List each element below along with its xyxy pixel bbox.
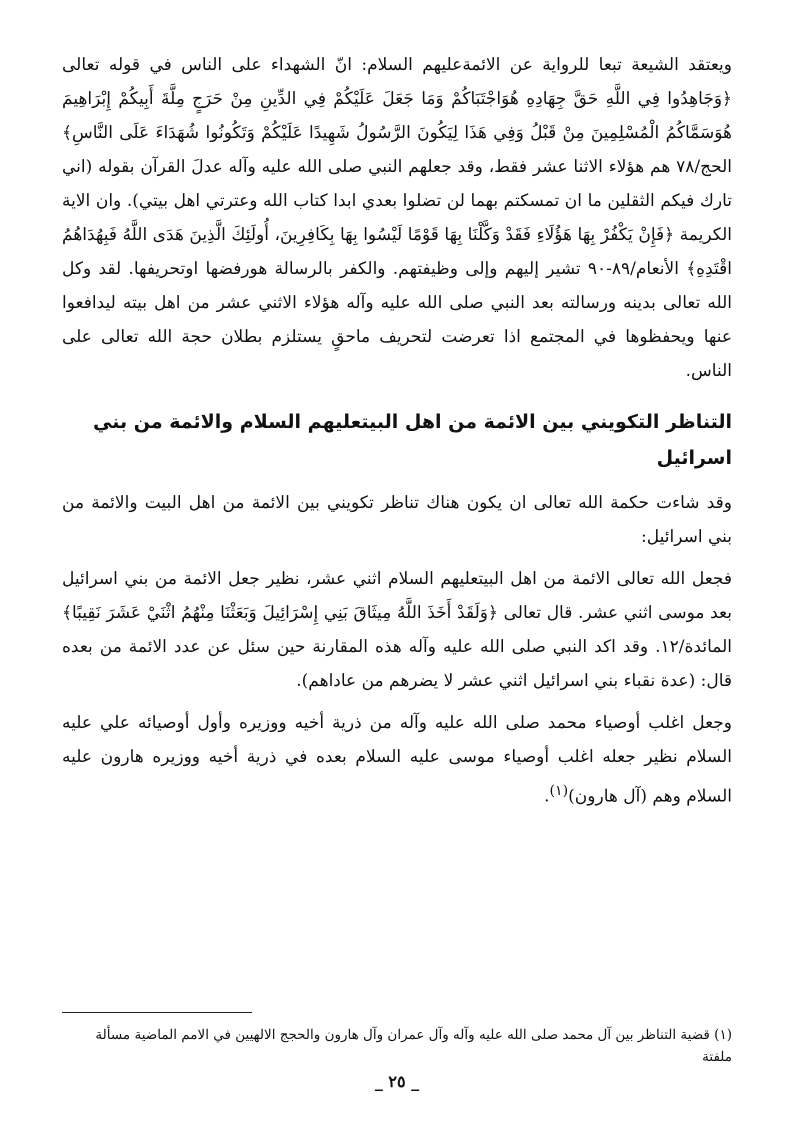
paragraph-successors: وجعل اغلب أوصياء محمد صلى الله عليه وآله من ذرية أخيه ووزيره وأول أوصيائه علي عليه السلام نظير جعله اغلب أوصياء موسى عليه السلام بعده في ذرية أخيه ووزيره هارون عليه السلام وهم (آل هارون)$^{(١)}$. <box>62 713 732 807</box>
page-number: _ ٢٥ _ <box>374 1072 420 1091</box>
paragraph-twelve-imams: فجعل الله تعالى الائمة من اهل البيتعليهم السلام اثني عشر، نظير جعل الائمة من بني اسرائيل بعد موسى اثني عشر. قال تعالى ﴿وَلَقَدْ أَخَذَ اللَّهُ مِيثَاقَ بَنِي إِسْرَائِيلَ وَبَعَثْنَا مِنْهُمُ اثْنَيْ عَشَرَ نَقِيبًا﴾ المائدة/١٢. وقد اكد النبي صلى الله عليه وآله هذه المقارنة حين سئل عن عدد الائمة من بعده قال: (عدة نقباء بني اسرائيل اثني عشر لا يضرهم من عاداهم). <box>62 569 732 691</box>
footnote-text: (١) قضية التناظر بين آل محمد صلى الله عليه وآله وآل عمران وآل هارون والحجج الالهيين في الامم الماضية مسألة ملفتة <box>95 1027 732 1065</box>
paragraph-intro: وقد شاءت حكمة الله تعالى ان يكون هناك تناظر تكويني بين الائمة من اهل البيت والائمة من بني اسرائيل: <box>62 493 732 547</box>
paragraph-successors-text: وجعل اغلب أوصياء محمد صلى الله عليه وآله من ذرية أخيه ووزيره وأول أوصيائه علي عليه السلام نظير جعله اغلب أوصياء موسى عليه السلام بعده في ذرية أخيه ووزيره هارون عليه السلام وهم (آل هارون) <box>62 713 732 807</box>
footnote-marker: (١) <box>549 783 569 799</box>
section-heading: التناظر التكويني بين الائمة من اهل البيتعليهم السلام والائمة من بني اسرائيل <box>93 411 732 469</box>
paragraph-shia-belief: ويعتقد الشيعة تبعا للرواية عن الائمةعليهم السلام: انّ الشهداء على الناس في قوله تعالى ﴿وَجَاهِدُوا فِي اللَّهِ حَقَّ جِهَادِهِ هُوَاجْتَبَاكُمْ وَمَا جَعَلَ عَلَيْكُمْ فِي الدِّينِ مِنْ حَرَجٍ مِلَّةَ أَبِيكُمْ إِبْرَاهِيمَ هُوَسَمَّاكُمُ الْمُسْلِمِينَ مِنْ قَبْلُ وَفِي هَذَا لِيَكُونَ الرَّسُولُ شَهِيدًا عَلَيْكُمْ وَتَكُونُوا شُهَدَاءَ عَلَى النَّاسِ﴾ الحج/٧٨ هم هؤلاء الاثنا عشر فقط، وقد جعلهم النبي صلى الله عليه وآله عدلَ القرآن بقوله (اني تارك فيكم الثقلين ما ان تمسكتم بهما لن تضلوا بعدي ابدا كتاب الله وعترتي اهل بيتي). وان الاية الكريمة ﴿فَإِنْ يَكْفُرْ بِهَا هَؤُلَاءِ فَقَدْ وَكَّلْنَا بِهَا قَوْمًا لَيْسُوا بِهَا بِكَافِرِينَ، أُولَئِكَ الَّذِينَ هَدَى اللَّهُ فَبِهُدَاهُمُ اقْتَدِهِ﴾ الأنعام/٨٩-٩٠ تشير إليهم وإلى وظيفتهم. والكفر بالرسالة هورفضها اوتحريفها. لقد وكل الله تعالى بدينه ورسالته بعد النبي صلى الله عليه وآله هؤلاء الاثني عشر من اهل بيته ليدافعوا عنها ويحفظوها في المجتمع اذا تعرضت لتحريف ماحقٍ يستلزم بطلان حجة الله تعالى على الناس. <box>62 55 732 381</box>
footnote-divider <box>62 1012 252 1013</box>
